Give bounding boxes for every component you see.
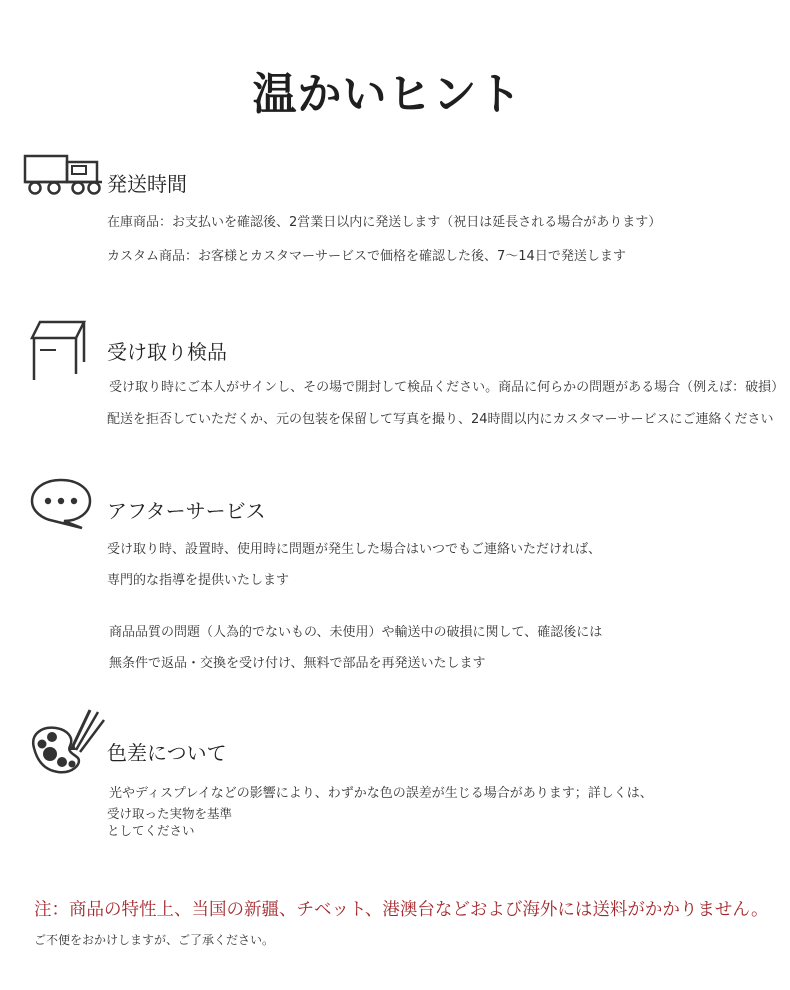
shipping-line-1: 在庫商品：お支払いを確認後、2営業日以内に発送します（祝日は延長される場合があります） [107, 215, 662, 230]
after-service-line-4: 無条件で返品・交換を受け付け、無料で部品を再発送いたします [109, 656, 486, 671]
after-service-heading: アフターサービス [107, 499, 266, 523]
chat-bubble-icon [28, 476, 94, 536]
after-service-line-1: 受け取り時、設置時、使用時に問題が発生した場合はいつでもご連絡いただければ、 [107, 542, 602, 557]
package-box-icon [28, 318, 92, 392]
color-difference-heading: 色差について [107, 741, 227, 765]
color-difference-line-1: 光やディスプレイなどの影響により、わずかな色の誤差が生じる場合があります；詳しくは、 [109, 786, 653, 801]
color-difference-line-3: としてください [107, 823, 195, 838]
inspection-line-2: 配送を拒否していただくか、元の包装を保留して写真を撮り、24時間以内にカスタマーサービスにご連絡ください [107, 412, 774, 427]
inspection-heading: 受け取り検品 [107, 340, 227, 364]
after-service-line-3: 商品品質の問題（人為的でないもの、未使用）や輸送中の破損に関して、確認後には [109, 625, 603, 640]
after-service-line-2: 専門的な指導を提供いたします [107, 573, 290, 588]
color-difference-line-2: 受け取った実物を基準 [107, 806, 233, 821]
inspection-line-1: 受け取り時にご本人がサインし、その場で開封して検品ください。商品に何らかの問題がある場合（例えば：破損） [109, 380, 785, 395]
shipping-time-heading: 発送時間 [107, 172, 187, 196]
delivery-truck-icon [22, 150, 106, 202]
page-title: 温かいヒント [252, 69, 523, 120]
apology-footnote: ご不便をおかけしますが、ご了承ください。 [34, 933, 275, 947]
paint-palette-icon [28, 704, 108, 780]
shipping-notice: 注：商品の特性上、当国の新疆、チベット、港澳台などおよび海外には送料がかかりません。 [34, 900, 769, 920]
shipping-line-2: カスタム商品：お客様とカスタマーサービスで価格を確認した後、7〜14日で発送します [107, 249, 626, 264]
